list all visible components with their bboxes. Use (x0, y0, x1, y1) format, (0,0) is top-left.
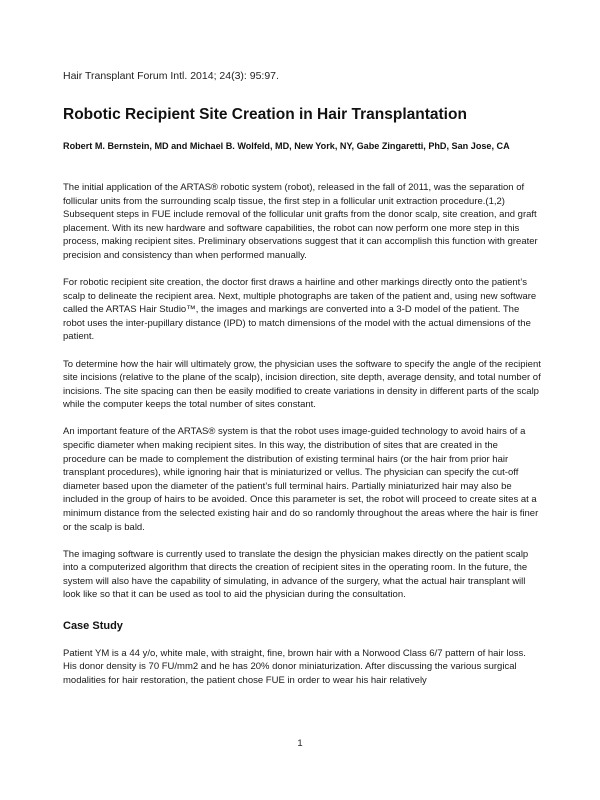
author-line: Robert M. Bernstein, MD and Michael B. Wolfeld, MD, New York, NY, Gabe Zingaretti, PhD, San Jose, CA (63, 141, 510, 151)
page-number: 1 (297, 738, 303, 749)
paragraph-case-study: Patient YM is a 44 y/o, white male, with straight, fine, brown hair with a Norwood Class 6/7 pattern of hair loss. His donor density is 70 FU/mm2 and he has 20% donor miniaturization. After discussing the various surgical modalities for hair restoration, the patient chose FUE in order to wear his hair relatively (63, 647, 526, 686)
paragraph-image-guided: An important feature of the ARTAS® system is that the robot uses image-guided technology to avoid hairs of a specific diameter when making recipient sites. In this way, the distribution of sites that are created in the procedure can be made to complement the distribution of existing terminal hairs (or the hair from prior hair transplant procedures), while ignoring hair that is miniaturized or vellus. The physician can specify the cut-off diameter based upon the diameter of the patient’s full terminal hairs. Partially miniaturized hair may also be included in the group of hairs to be avoided. Once this parameter is set, the robot will proceed to create sites at a minimum distance from the selected existing hair and do so randomly throughout the areas where the hair is finer or the scalp is bald. (63, 426, 539, 533)
article-body (63, 181, 541, 701)
journal-citation: Hair Transplant Forum Intl. 2014; 24(3): 95:97. (63, 70, 279, 82)
article-title: Robotic Recipient Site Creation in Hair Transplantation (63, 106, 467, 123)
paragraph-site-creation: For robotic recipient site creation, the doctor first draws a hairline and other markings directly onto the patient’s scalp to delineate the recipient area. Next, multiple photographs are taken of the patient and, using new software called the ARTAS Hair Studio™, the images and markings are converted into a 3-D model of the patient. The robot uses the inter-pupillary distance (IPD) to match dimensions of the model with the actual dimensions of the patient. (63, 277, 537, 343)
paragraph-imaging-software: The imaging software is currently used to translate the design the physician makes directly on the patient scalp into a computerized algorithm that directs the creation of recipient sites in the operating room. In the future, the system will also have the capability of simulating, in advance of the surgery, what the actual hair transplant will look like so that it can be used as tool to aid the physician during the consultation. (63, 548, 529, 601)
case-study-heading: Case Study (63, 620, 123, 633)
paragraph-hair-growth: To determine how the hair will ultimately grow, the physician uses the software to specify the angle of the recipient site incisions (relative to the plane of the scalp), incision direction, site depth, average density, and total number of incisions. The site spacing can then be easily modified to create variations in density in different parts of the scalp while the computer keeps the total number of sites constant. (63, 358, 541, 411)
paragraph-intro: The initial application of the ARTAS® robotic system (robot), released in the fall of 2011, was the separation of follicular units from the surrounding scalp tissue, the first step in a follicular unit extraction procedure.(1,2) Subsequent steps in FUE include removal of the follicular unit grafts from the donor scalp, site creation, and graft placement. With its new hardware and software capabilities, the robot can now perform one more step in this process, making recipient sites. Preliminary observations suggest that it can accomplish this function with greater precision and consistency than when performed manually. (63, 182, 538, 261)
